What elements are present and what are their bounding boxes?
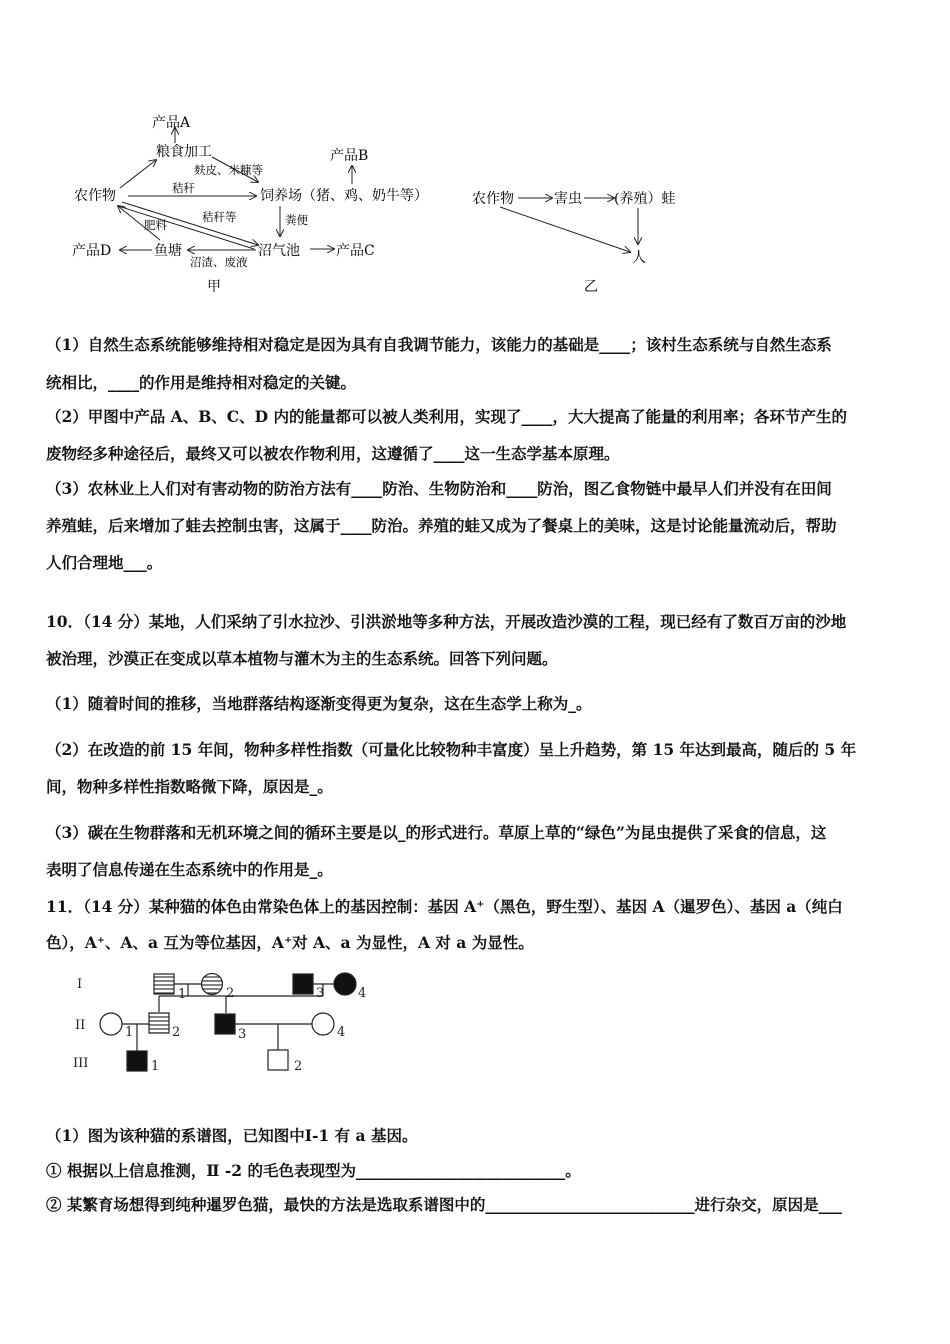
num-I2: 2 — [226, 986, 235, 1001]
q11-stem-line1: 11．（14 分）某种猫的体色由常染色体上的基因控制：基因 A⁺（黑色，野生型）、基因 A（暹罗色）、基因 a（纯白 — [46, 897, 843, 916]
q10-stem-line1: 10．（14 分）某地，人们采纳了引水拉沙、引洪淤地等多种方法，开展改造沙漠的工程，现已经有了数百万亩的沙地 — [46, 612, 847, 631]
pedigree-I3 — [293, 974, 313, 994]
gen-label-I: I — [77, 977, 83, 992]
q9-p2-line2: 废物经多种途径后，最终又可以被农作物利用，这遵循了____这一生态学基本原理。 — [46, 444, 620, 463]
yi-frog: (养殖）蛙 — [614, 191, 676, 207]
edge-fertilizer: 肥料 — [144, 218, 167, 232]
q10-stem-line2: 被治理，沙漠正在变成以草本植物与灌木为主的生态系统。回答下列问题。 — [46, 649, 558, 668]
num-III1: 1 — [151, 1059, 160, 1074]
q10-p3-line2: 表明了信息传递在生态系统中的作用是_。 — [46, 860, 333, 879]
q11-sub2: ② 某繁育场想得到纯种暹罗色猫，最快的方法是选取系谱图中的___________________________进行杂交，原因是___ — [46, 1195, 842, 1214]
pedigree-I1 — [154, 974, 174, 994]
num-I1: 1 — [178, 987, 187, 1002]
q9-p3-line3: 人们合理地___。 — [46, 553, 163, 572]
q11-sub1: ① 根据以上信息推测，Ⅱ -2 的毛色表现型为___________________________。 — [46, 1161, 581, 1180]
q10-p2-line2: 间，物种多样性指数略微下降，原因是_。 — [46, 777, 333, 796]
pedigree-I2 — [202, 974, 223, 995]
node-product-c: 产品C — [336, 243, 375, 259]
gen-label-III: III — [73, 1056, 89, 1071]
pedigree-I4 — [334, 973, 356, 995]
edge-residue: 沼渣、废液 — [190, 255, 248, 269]
yi-human: 人 — [632, 250, 646, 266]
q10-p1: （1）随着时间的推移，当地群落结构逐渐变得更为复杂，这在生态学上称为_。 — [46, 694, 592, 713]
caption-jia: 甲 — [207, 279, 221, 295]
pedigree-II4 — [312, 1013, 334, 1035]
node-crops: 农作物 — [74, 188, 116, 204]
q9-p2-line1: （2）甲图中产品 A、B、C、D 内的能量都可以被人类利用，实现了____，大大提高了能量的利用率；各环节产生的 — [46, 407, 847, 426]
yi-crops: 农作物 — [472, 191, 514, 207]
q11-stem-line2: 色），A⁺、A、a 互为等位基因，A⁺对 A、a 为显性，A 对 a 为显性。 — [46, 933, 534, 952]
q9-p1-line2: 统相比，____的作用是维持相对稳定的关键。 — [46, 373, 357, 392]
edge-straw-etc: 秸秆等 — [202, 210, 237, 224]
q9-p1-line1: （1）自然生态系统能够维持相对稳定是因为具有自我调节能力，该能力的基础是____；该村生态系统与自然生态系 — [46, 335, 832, 354]
edge-bran: 麸皮、米糠等 — [194, 163, 263, 177]
q11-p1: （1）图为该种猫的系谱图，已知图中Ⅰ-1 有 a 基因。 — [46, 1126, 418, 1145]
node-product-a: 产品A — [152, 115, 191, 131]
q10-p3-line1: （3）碳在生物群落和无机环境之间的循环主要是以_的形式进行。草原上草的“绿色”为昆虫提供了采食的信息，这 — [46, 823, 827, 842]
num-I4: 4 — [358, 986, 367, 1001]
num-II2: 2 — [172, 1025, 181, 1040]
pedigree-chart — [60, 960, 380, 1085]
num-III2: 2 — [294, 1059, 303, 1074]
num-II1: 1 — [125, 1025, 134, 1040]
diagram-jia — [0, 100, 460, 300]
num-II3: 3 — [238, 1027, 247, 1042]
node-grain-processing: 粮食加工 — [156, 144, 212, 160]
q9-p3-line2: 养殖蛙，后来增加了蛙去控制虫害，这属于____防治。养殖的蛙又成为了餐桌上的美味，这是讨论能量流动后，帮助 — [46, 516, 837, 535]
q10-p2-line1: （2）在改造的前 15 年间，物种多样性指数（可量化比较物种丰富度）呈上升趋势，第 15 年达到最高，随后的 5 年 — [46, 740, 857, 759]
pedigree-II2 — [149, 1013, 169, 1033]
node-farm: 饲养场（猪、鸡、奶牛等） — [260, 188, 428, 204]
num-I3: 3 — [316, 986, 325, 1001]
yi-pest: 害虫 — [554, 191, 582, 207]
node-biogas: 沼气池 — [258, 243, 300, 259]
caption-yi: 乙 — [584, 279, 598, 295]
gen-label-II: II — [75, 1018, 86, 1033]
node-product-b: 产品B — [330, 148, 369, 164]
pedigree-III1 — [127, 1051, 147, 1071]
edge-straw: 秸秆 — [172, 181, 195, 195]
node-fish-pond: 鱼塘 — [154, 243, 182, 259]
q9-p3-line1: （3）农林业上人们对有害动物的防治方法有____防治、生物防治和____防治，图乙食物链中最早人们并没有在田间 — [46, 479, 832, 498]
diagram-yi — [460, 170, 700, 300]
pedigree-II1 — [100, 1013, 122, 1035]
pedigree-II3 — [215, 1014, 235, 1034]
pedigree-III2 — [268, 1050, 288, 1070]
node-product-d: 产品D — [72, 243, 112, 259]
edge-manure: 粪便 — [285, 213, 308, 227]
num-II4: 4 — [337, 1025, 346, 1040]
